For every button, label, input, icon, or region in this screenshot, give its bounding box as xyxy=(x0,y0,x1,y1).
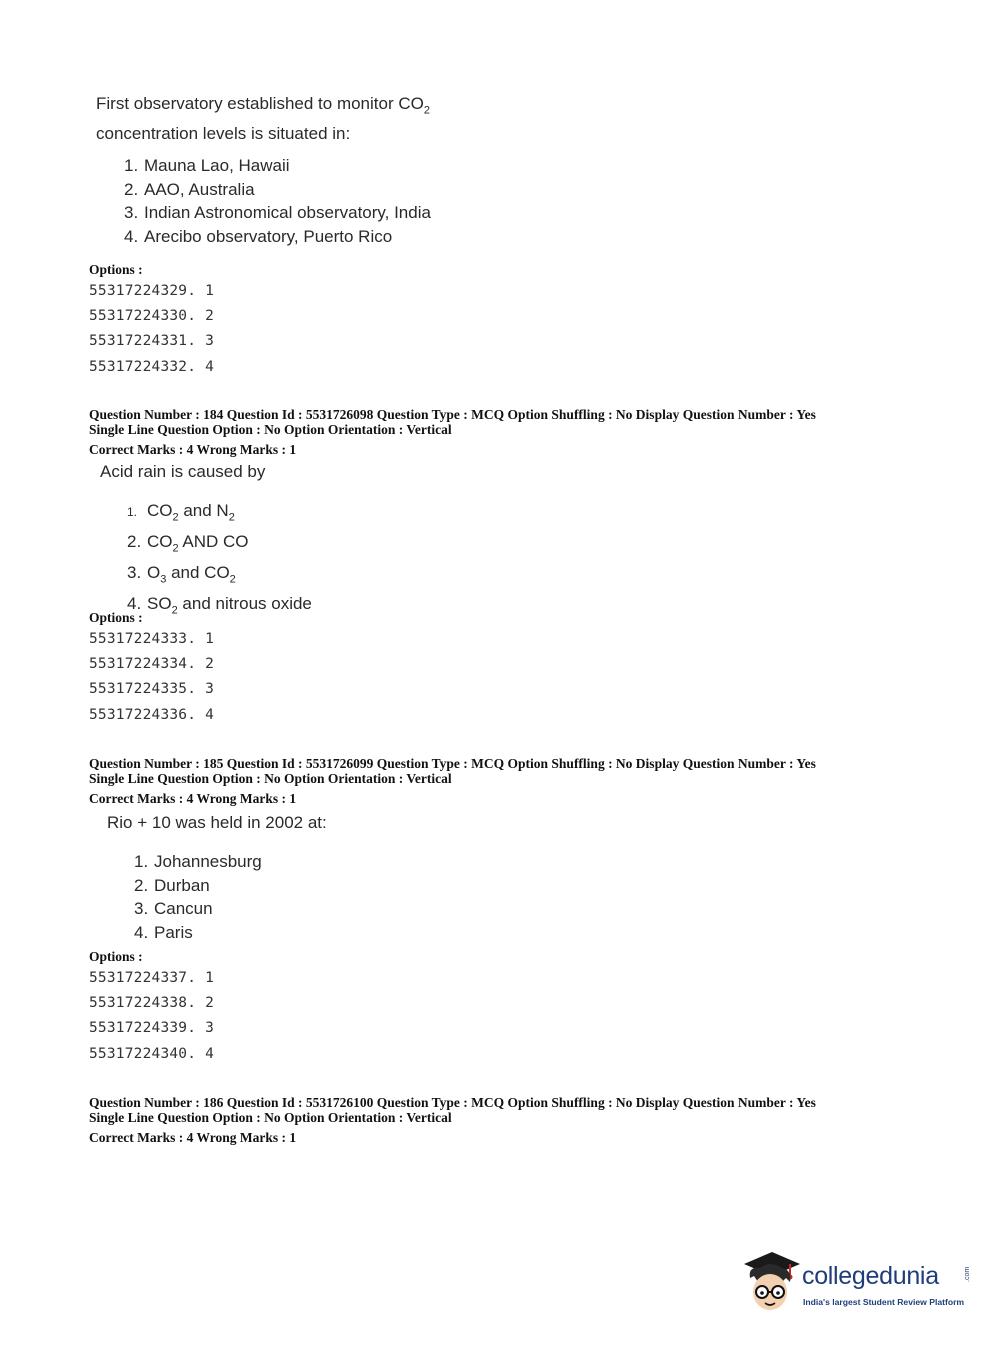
q184-options-list xyxy=(89,627,214,728)
option-item: 55317224336. 4 xyxy=(89,706,215,723)
q184-choice-3: 3. $O_3$ and $CO_2$ xyxy=(127,562,236,586)
q185-choices xyxy=(134,850,262,944)
q183-choice-3: 3. Indian Astronomical observatory, India xyxy=(124,203,431,222)
option-item: 55317224340. 4 xyxy=(89,1045,215,1062)
option-item: 55317224339. 3 xyxy=(89,1020,215,1037)
mascot-icon xyxy=(740,1248,802,1314)
option-item: 55317224335. 3 xyxy=(89,681,215,698)
q184-choice-2: 2. $CO_2$ AND CO xyxy=(127,531,249,555)
q184-choice-4: 4. $SO_2$ and nitrous oxide xyxy=(127,593,312,617)
option-item: 55317224333. 1 xyxy=(89,631,215,647)
q183-choice-4: 4. Arecibo observatory, Puerto Rico xyxy=(124,226,393,246)
q183-choice-2: 2. AAO, Australia xyxy=(124,179,255,199)
q185-choice-1: 1. Johannesburg xyxy=(134,852,262,871)
option-item: 55317224337. 1 xyxy=(89,970,215,986)
q184-meta: Question Number : 184 Question Id : 5531726098 Question Type : MCQ Option Shuffling : No Display Question Number : Yes Single Line Question Option : No Option Orientation : Vertical xyxy=(89,407,816,437)
option-item: 55317224334. 2 xyxy=(89,656,215,673)
q183-choices xyxy=(124,154,431,248)
logo-tagline: India's largest Student Review Platform xyxy=(803,1297,965,1307)
option-item: 55317224330. 2 xyxy=(89,308,215,325)
q183-question-text: First observatory established to monitor $CO_2$ concentration levels is situated in: xyxy=(96,94,430,144)
option-item: 55317224329. 1 xyxy=(89,283,215,299)
q184-choices xyxy=(127,499,312,623)
q185-options-label: Options : xyxy=(89,949,143,964)
q185-choice-4: 4. Paris xyxy=(134,922,193,942)
option-item: 55317224338. 2 xyxy=(89,995,215,1012)
q185-options-list xyxy=(89,966,214,1067)
q185-marks: Correct Marks : 4 Wrong Marks : 1 xyxy=(89,791,297,806)
logo-domain-suffix: .com xyxy=(964,1266,971,1282)
q186-marks: Correct Marks : 4 Wrong Marks : 1 xyxy=(89,1130,297,1145)
q184-choice-1: 1. $CO_2$ and $N_2$ xyxy=(127,501,235,524)
option-item: 55317224331. 3 xyxy=(89,333,215,350)
q185-choice-2: 2. Durban xyxy=(134,875,210,895)
logo-wordmark: collegedunia xyxy=(802,1262,939,1290)
q183-options-label: Options : xyxy=(89,262,143,277)
q183-choice-1: 1. Mauna Lao, Hawaii xyxy=(124,156,290,175)
q184-question-text: Acid rain is caused by xyxy=(100,462,266,481)
option-item: 55317224332. 4 xyxy=(89,358,215,375)
q185-meta: Question Number : 185 Question Id : 5531726099 Question Type : MCQ Option Shuffling : No Display Question Number : Yes Single Line Question Option : No Option Orientation : Vertical xyxy=(89,756,816,786)
q185-question-text: Rio + 10 was held in 2002 at: xyxy=(107,813,327,832)
q185-choice-3: 3. Cancun xyxy=(134,899,213,918)
q186-meta: Question Number : 186 Question Id : 5531726100 Question Type : MCQ Option Shuffling : No Display Question Number : Yes Single Line Question Option : No Option Orientation : Vertical xyxy=(89,1095,816,1125)
collegedunia-logo[interactable] xyxy=(740,1248,970,1318)
q183-options-list xyxy=(89,279,214,380)
q184-marks: Correct Marks : 4 Wrong Marks : 1 xyxy=(89,442,297,457)
q184-options-label: Options : xyxy=(89,610,143,625)
